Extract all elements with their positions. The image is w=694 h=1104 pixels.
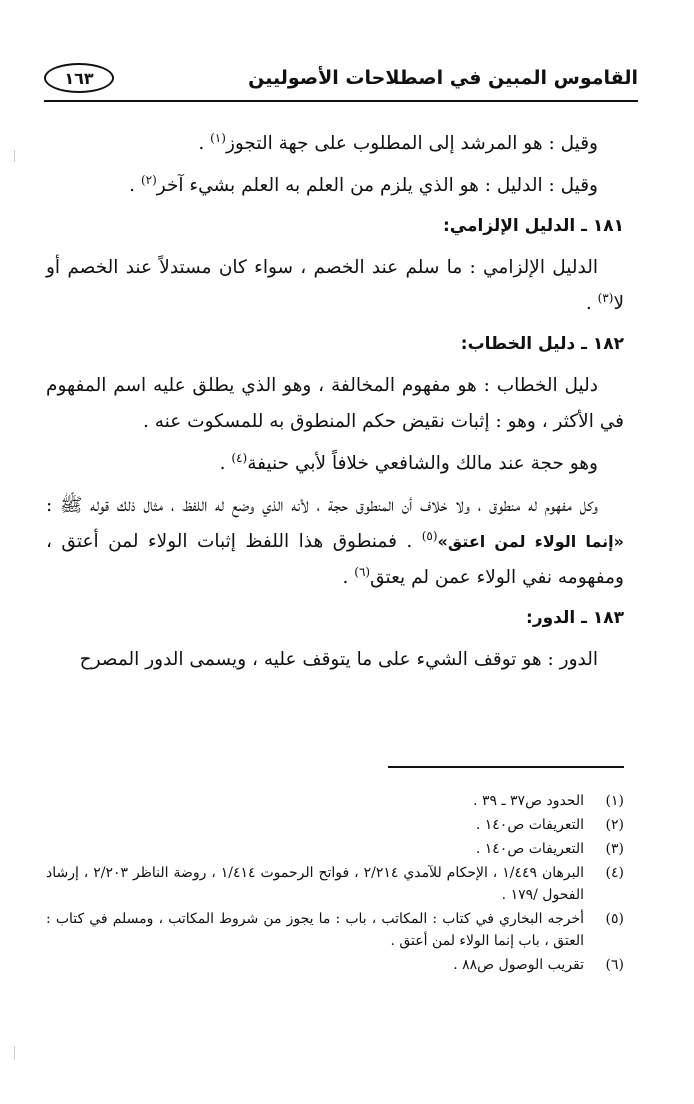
footnote-text: التعريفات ص١٤٠ . [475, 841, 584, 857]
footnote-item [46, 908, 624, 952]
footnote-item [46, 814, 624, 836]
paragraph-end: . [198, 133, 211, 154]
paragraph-text: وكل مفهوم له منطوق ، ولا خلاف أن المنطوق حجة ، لأنه الذي وضع له اللفظ ، مثال ذلك قوله ﷺ : [46, 495, 598, 516]
paragraph-end: . [342, 567, 355, 588]
footnote-number: (٤) [605, 865, 624, 881]
footnotes [46, 790, 624, 978]
page-body [46, 126, 624, 684]
paragraph-text: وهو حجة عند مالك والشافعي خلافاً لأبي حنيفة [247, 453, 598, 474]
footnote-text: الحدود ص٣٧ ـ ٣٩ . [473, 793, 584, 809]
header-divider [44, 100, 638, 102]
running-title: القاموس المبين في اصطلاحات الأصوليين [248, 67, 638, 89]
footnote-number: (٣) [605, 841, 624, 857]
entry-heading-181: ١٨١ ـ الدليل الإلزامي: [442, 216, 624, 236]
entry-heading-183: ١٨٣ ـ الدور: [526, 608, 624, 628]
footnote-number: (١) [605, 793, 624, 809]
footnote-text: البرهان ١/٤٤٩ ، الإحكام للآمدي ٢/٢١٤ ، فواتح الرحموت ١/٤١٤ ، روضة الناظر ٢/٢٠٣ ، إرشاد الفحول /١٧٩ . [46, 865, 585, 903]
footnote-item [46, 790, 624, 812]
paragraph: الدور : هو توقف الشيء على ما يتوقف عليه ، ويسمى الدور المصرح [79, 649, 598, 670]
hadith-quote: «إنما الولاء لمن اعتق» [437, 532, 624, 551]
footnote-ref: (١) [210, 130, 226, 145]
footnote-text: تقريب الوصول ص٨٨ . [453, 957, 584, 973]
paragraph [46, 168, 624, 204]
footnote-item [46, 862, 624, 906]
paragraph-end: . [129, 175, 141, 196]
page-header [44, 58, 638, 98]
paragraph [46, 250, 624, 322]
paragraph: دليل الخطاب : هو مفهوم المخالفة ، وهو الذي يطلق عليه اسم المفهوم في الأكثر ، وهو : إثبات نقيض حكم المنطوق به للمسكوت عنه . [46, 375, 624, 432]
paragraph-end: . [585, 293, 598, 314]
footnote-ref: (٥) [421, 528, 438, 543]
footnote-divider [388, 766, 624, 768]
footnote-ref: (٣) [597, 290, 614, 305]
paragraph-text: الدليل الإلزامي : ما سلم عند الخصم ، سواء كان مستدلاً عند الخصم أو لا [46, 257, 624, 314]
footnote-text: التعريفات ص١٤٠ . [475, 817, 584, 833]
paragraph-text: وقيل : الدليل : هو الذي يلزم من العلم به العلم بشيء آخر [156, 175, 598, 196]
scan-edge-mark [14, 1046, 15, 1060]
footnote-item [46, 838, 624, 860]
scan-edge-mark [14, 150, 15, 162]
footnote-ref: (٢) [140, 172, 157, 187]
footnote-ref: (٦) [354, 564, 371, 579]
paragraph-text: وقيل : هو المرشد إلى المطلوب على جهة التجوز [225, 133, 598, 154]
footnote-number: (٥) [605, 911, 624, 927]
footnote-number: (٢) [605, 817, 624, 833]
footnote-ref: (٤) [231, 450, 248, 465]
paragraph [46, 488, 624, 596]
footnote-item [46, 954, 624, 976]
footnote-text: أخرجه البخاري في كتاب : المكاتب ، باب : ما يجوز من شروط المكاتب ، ومسلم في كتاب : العتق ، باب إنما الولاء لمن أعتق . [46, 911, 584, 949]
footnote-number: (٦) [605, 957, 624, 973]
paragraph-text: . فمنطوق هذا اللفظ إثبات الولاء لمن أعتق ، ومفهومه نفي الولاء عمن لم يعتق [46, 531, 624, 588]
page-number: ١٦٣ [44, 63, 114, 93]
paragraph-end: . [219, 453, 232, 474]
entry-heading-182: ١٨٢ ـ دليل الخطاب: [460, 334, 624, 354]
paragraph [46, 126, 624, 162]
paragraph [46, 446, 624, 482]
